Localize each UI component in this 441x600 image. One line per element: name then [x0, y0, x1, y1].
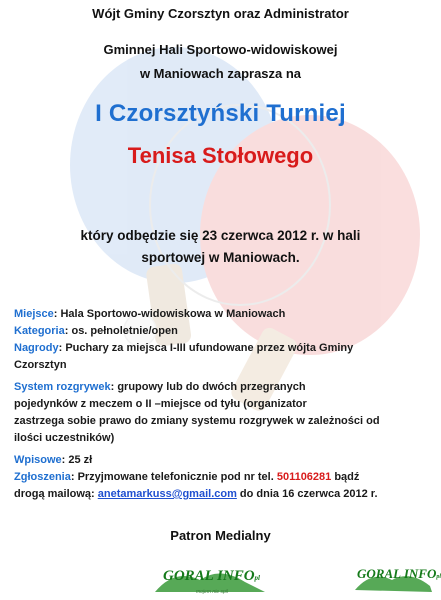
date-line-2: sportowej w Maniowach. — [141, 250, 300, 265]
detail-miejsce — [14, 306, 434, 323]
system-value-2: pojedynków z meczem o II –miejsce od tyłu (organizator — [14, 398, 307, 410]
email-link[interactable]: anetamarkuss@gmail.com — [97, 488, 237, 500]
system-value-3: zastrzega sobie prawo do zmiany systemu rozgrywek w zależności od — [14, 415, 380, 427]
header-line-1: Wójt Gminy Czorsztyn oraz Administrator — [92, 6, 349, 21]
detail-wpisowe — [14, 452, 434, 469]
details-section — [14, 306, 434, 503]
goral-info-logo-right-name: GORAL INFO — [357, 566, 437, 581]
system-label: System rozgrywek — [14, 381, 111, 393]
detail-email — [14, 486, 434, 503]
nagrody-value-1: : Puchary za miejsca I-III ufundowane przez wójta Gminy — [58, 342, 354, 354]
goral-info-tagline: mojem nie spil — [196, 589, 228, 595]
detail-system — [14, 379, 434, 396]
system-value-1: : grupowy lub do dwóch przegranych — [110, 381, 306, 393]
detail-zgloszenia — [14, 469, 434, 486]
detail-kategoria — [14, 323, 434, 340]
header-line-2: Gminnej Hali Sportowo-widowiskowej — [103, 42, 338, 57]
miejsce-value: : Hala Sportowo-widowiskowa w Maniowach — [53, 308, 286, 320]
wpisowe-value: : 25 zł — [61, 454, 93, 466]
patron-heading: Patron Medialny — [170, 528, 271, 543]
miejsce-label: Miejsce — [14, 308, 54, 320]
goral-info-logo-left-name: GORAL INFO — [163, 568, 255, 584]
detail-nagrody — [14, 340, 434, 357]
nagrody-value-2: Czorsztyn — [14, 359, 67, 371]
kategoria-label: Kategoria — [14, 325, 65, 337]
goral-info-logo-right-suffix: pl — [436, 574, 441, 580]
email-prefix: drogą mailową: — [14, 488, 98, 500]
tournament-title: I Czorsztyński Turniej — [95, 100, 346, 127]
tournament-subtitle: Tenisa Stołowego — [127, 143, 314, 168]
system-value-4: ilości uczestników) — [14, 432, 115, 444]
deadline: do dnia 16 czerwca 2012 r. — [236, 488, 378, 500]
goral-info-logo-right — [357, 566, 441, 582]
goral-info-logo-left — [163, 568, 260, 585]
date-line-1: który odbędzie się 23 czerwca 2012 r. w hali — [80, 228, 361, 243]
goral-info-logo-left-suffix: pl — [254, 574, 260, 582]
nagrody-label: Nagrody — [14, 342, 59, 354]
header-line-3: w Maniowach zaprasza na — [139, 66, 302, 81]
zgloszenia-label: Zgłoszenia — [14, 471, 71, 483]
phone-number[interactable]: 501106281 — [276, 471, 332, 483]
kategoria-value: : os. pełnoletnie/open — [64, 325, 178, 337]
zgloszenia-value: : Przyjmowane telefonicznie pod nr tel. — [70, 471, 277, 483]
wpisowe-label: Wpisowe — [14, 454, 62, 466]
zgloszenia-after-phone: bądź — [331, 471, 360, 483]
